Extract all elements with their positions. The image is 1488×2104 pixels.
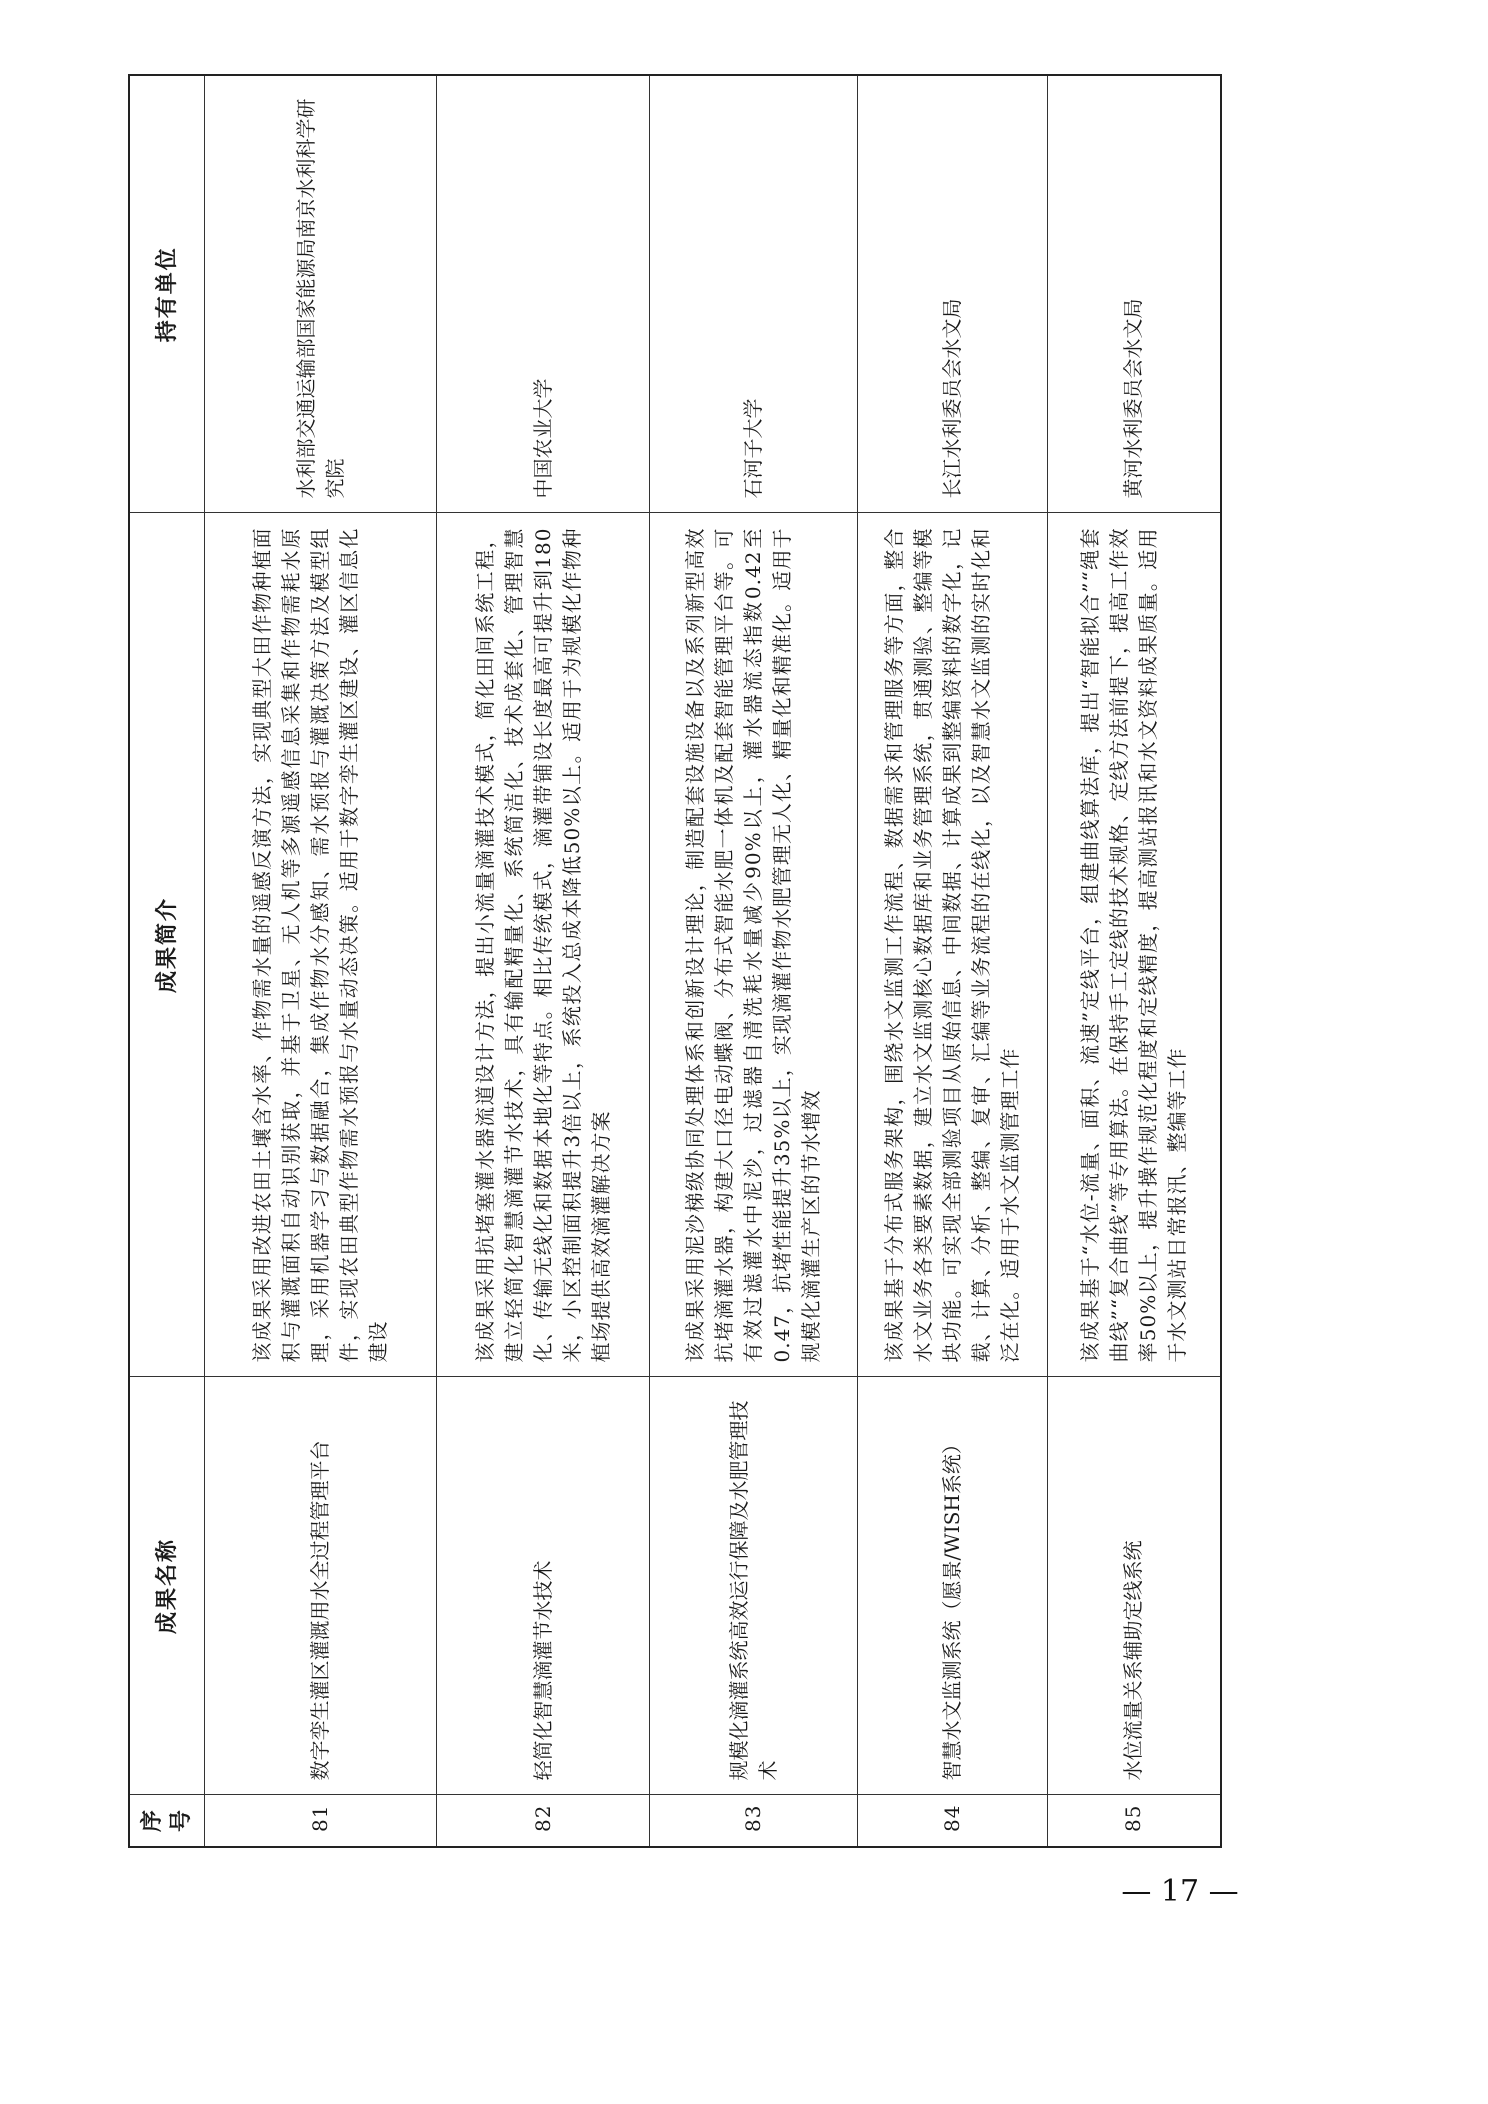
result-description: 该成果采用改进农田土壤含水率、作物需水量的遥感反演方法，实现典型大田作物种植面积与灌溉面积自动识别获取，并基于卫星、无人机等多源遥感信息采集和作物需耗水原理，采用机器学习与数据融合，集成作物水分感知、需水预报与灌溉决策方法及模型组件，实现农田典型作物需水预报与水量动态决策。适用于数字孪生灌区建设、灌区信息化建设 [205, 513, 437, 1377]
rotated-table-container [128, 76, 1188, 1848]
header-no: 序号 [129, 1795, 205, 1847]
result-description: 该成果基于“水位-流量、面积、流速”定线平台，组建曲线算法库，提出“智能拟合”“绳套曲线”“复合曲线”等专用算法。在保持手工定线的技术规格、定线方法前提下，提高工作效率50%以上，提升操作规范化程度和定线精度，提高测站报讯和水文资料成果质量。适用于水文测站日常报汛、整编等工作 [1048, 513, 1221, 1377]
table-row [437, 75, 650, 1847]
row-number: 82 [437, 1795, 650, 1847]
holding-unit: 长江水利委员会水文局 [858, 75, 1048, 513]
result-description: 该成果采用泥沙梯级协同处理体系和创新设计理论，制造配套设施设备以及系列新型高效抗堵滴灌水器，构建大口径电动蝶阀、分布式智能水肥一体机及配套智能管理平台等。可有效过滤灌水中泥沙，过滤器自清洗耗水量减少90%以上，灌水器流态指数0.42至0.47，抗堵性能提升35%以上，实现滴灌作物水肥管理无人化、精量化和精准化。适用于规模化滴灌生产区的节水增效 [650, 513, 858, 1377]
row-number: 84 [858, 1795, 1048, 1847]
result-description: 该成果基于分布式服务架构，围绕水文监测工作流程、数据需求和管理服务等方面，整合水文业务各类要素数据，建立水文监测核心数据库和业务管理系统，贯通测验、整编等模块功能。可实现全部测验项目从原始信息、中间数据、计算成果到整编资料的数字化，记载、计算、分析、整编、复审、汇编等业务流程的在线化，以及智慧水文监测的实时化和泛在化。适用于水文监测管理工作 [858, 513, 1048, 1377]
result-description: 该成果采用抗堵塞灌水器流道设计方法，提出小流量滴灌技术模式，简化田间系统工程，建立轻简化智慧滴灌节水技术，具有输配精量化、系统简洁化、技术成套化、管理智慧化、传输无线化和数据本地化等特点。相比传统模式，滴灌带铺设长度最高可提升到180米，小区控制面积提升3倍以上，系统投入总成本降低50%以上。适用于为规模化作物种植场提供高效滴灌解决方案 [437, 513, 650, 1377]
holding-unit: 中国农业大学 [437, 75, 650, 513]
holding-unit: 黄河水利委员会水文局 [1048, 75, 1221, 513]
result-name: 数字孪生灌区灌溉用水全过程管理平台 [205, 1377, 437, 1795]
table-row [858, 75, 1048, 1847]
holding-unit: 水利部交通运输部国家能源局南京水利科学研究院 [205, 75, 437, 513]
table-row [1048, 75, 1221, 1847]
result-name: 水位流量关系辅助定线系统 [1048, 1377, 1221, 1795]
row-number: 81 [205, 1795, 437, 1847]
row-number: 83 [650, 1795, 858, 1847]
holding-unit: 石河子大学 [650, 75, 858, 513]
result-name: 规模化滴灌系统高效运行保障及水肥管理技术 [650, 1377, 858, 1795]
result-name: 智慧水文监测系统（愿景/WISH系统） [858, 1377, 1048, 1795]
header-desc: 成果简介 [129, 513, 205, 1377]
page-number: — 17 — [1121, 1874, 1239, 1909]
table-row [650, 75, 858, 1847]
row-number: 85 [1048, 1795, 1221, 1847]
table-header-row [129, 75, 205, 1847]
header-name: 成果名称 [129, 1377, 205, 1795]
result-name: 轻简化智慧滴灌节水技术 [437, 1377, 650, 1795]
header-unit: 持有单位 [129, 75, 205, 513]
results-table [128, 74, 1222, 1848]
table-row [205, 75, 437, 1847]
